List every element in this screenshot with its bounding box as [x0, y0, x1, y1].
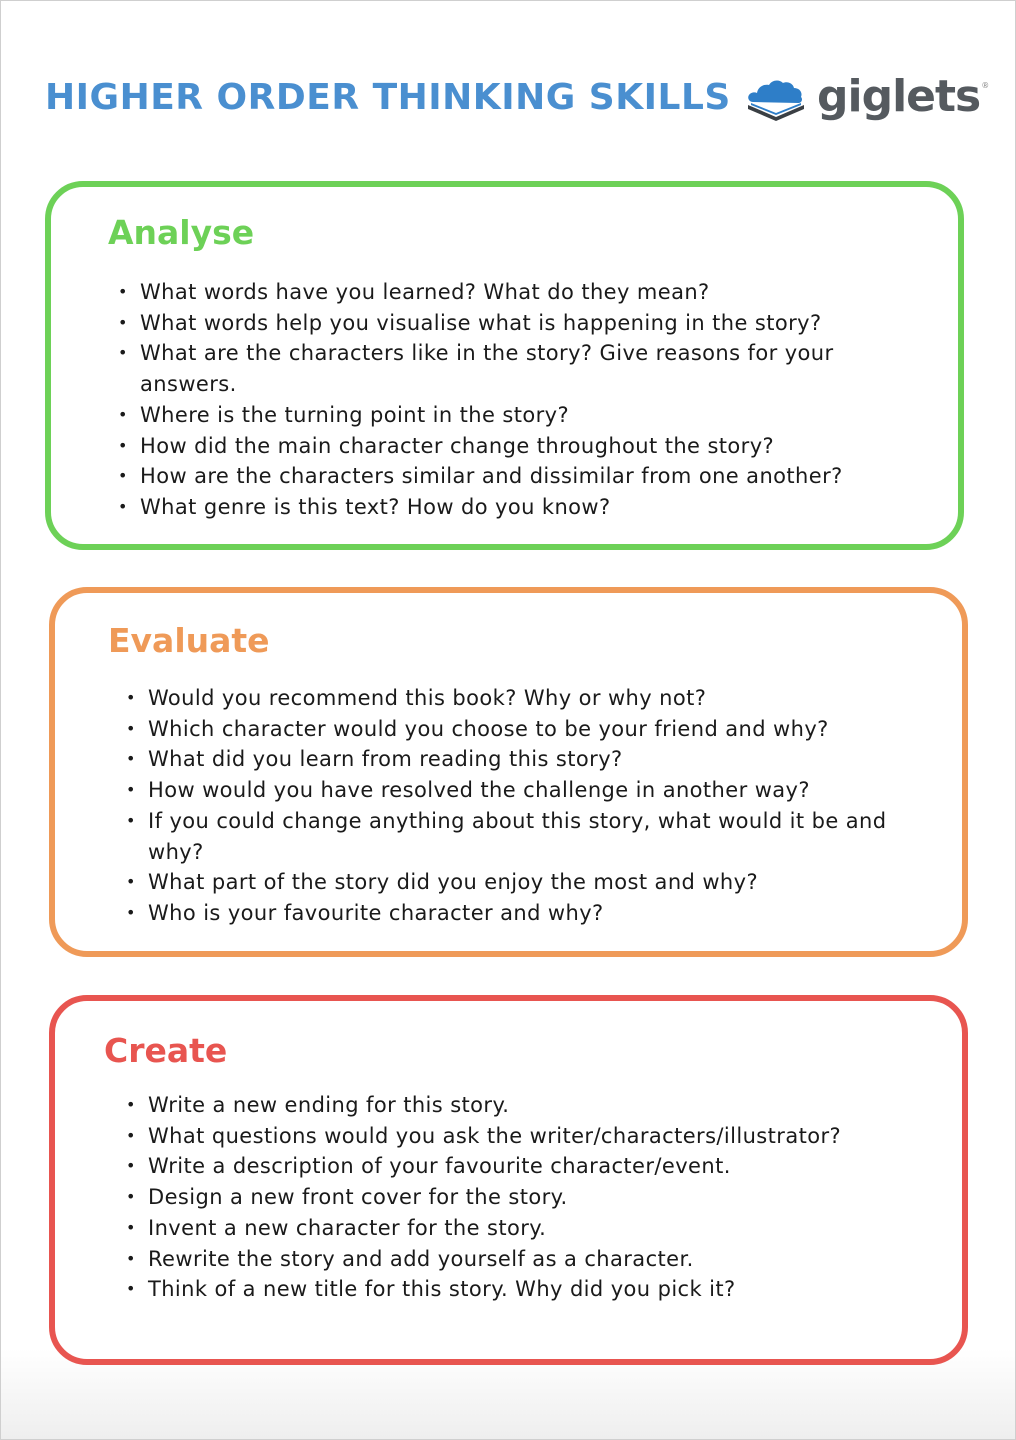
list-item: • How did the main character change throughout the story? — [116, 431, 936, 462]
list-item: • How would you have resolved the challenge in another way? — [124, 775, 944, 806]
list-item: • What genre is this text? How do you know? — [116, 492, 936, 523]
logo-wordmark: giglets — [817, 71, 981, 122]
list-item: • Invent a new character for the story. — [124, 1213, 944, 1244]
analyse-heading: Analyse — [108, 213, 255, 252]
list-item: • Which character would you choose to be your friend and why? — [124, 714, 944, 745]
page-title: HIGHER ORDER THINKING SKILLS — [45, 77, 731, 118]
create-task-list — [124, 1090, 944, 1305]
create-card — [49, 995, 968, 1365]
giglets-logo — [745, 71, 989, 131]
evaluate-card — [49, 587, 968, 957]
evaluate-question-list — [124, 683, 944, 929]
analyse-card — [45, 181, 964, 550]
list-item: • Rewrite the story and add yourself as a character. — [124, 1244, 944, 1275]
analyse-question-list — [116, 277, 936, 523]
list-item: • Who is your favourite character and why? — [124, 898, 944, 929]
list-item: • Write a description of your favourite character/event. — [124, 1151, 944, 1182]
list-item: • Think of a new title for this story. Why did you pick it? — [124, 1274, 944, 1305]
list-item: • What words have you learned? What do they mean? — [116, 277, 936, 308]
cloud-book-icon — [745, 76, 807, 126]
logo-trademark: ® — [981, 81, 990, 90]
list-item: • What words help you visualise what is happening in the story? — [116, 308, 936, 339]
list-item: • What are the characters like in the story? Give reasons for your answers. — [116, 338, 936, 399]
list-item: • Write a new ending for this story. — [124, 1090, 944, 1121]
list-item: • Where is the turning point in the story? — [116, 400, 936, 431]
list-item: • What did you learn from reading this story? — [124, 744, 944, 775]
list-item: • Would you recommend this book? Why or why not? — [124, 683, 944, 714]
list-item: • How are the characters similar and dissimilar from one another? — [116, 461, 936, 492]
list-item: • What part of the story did you enjoy the most and why? — [124, 867, 944, 898]
list-item: • What questions would you ask the writer/characters/illustrator? — [124, 1121, 944, 1152]
list-item: • If you could change anything about this story, what would it be and why? — [124, 806, 944, 867]
create-heading: Create — [104, 1031, 228, 1070]
list-item: • Design a new front cover for the story. — [124, 1182, 944, 1213]
evaluate-heading: Evaluate — [108, 621, 270, 660]
